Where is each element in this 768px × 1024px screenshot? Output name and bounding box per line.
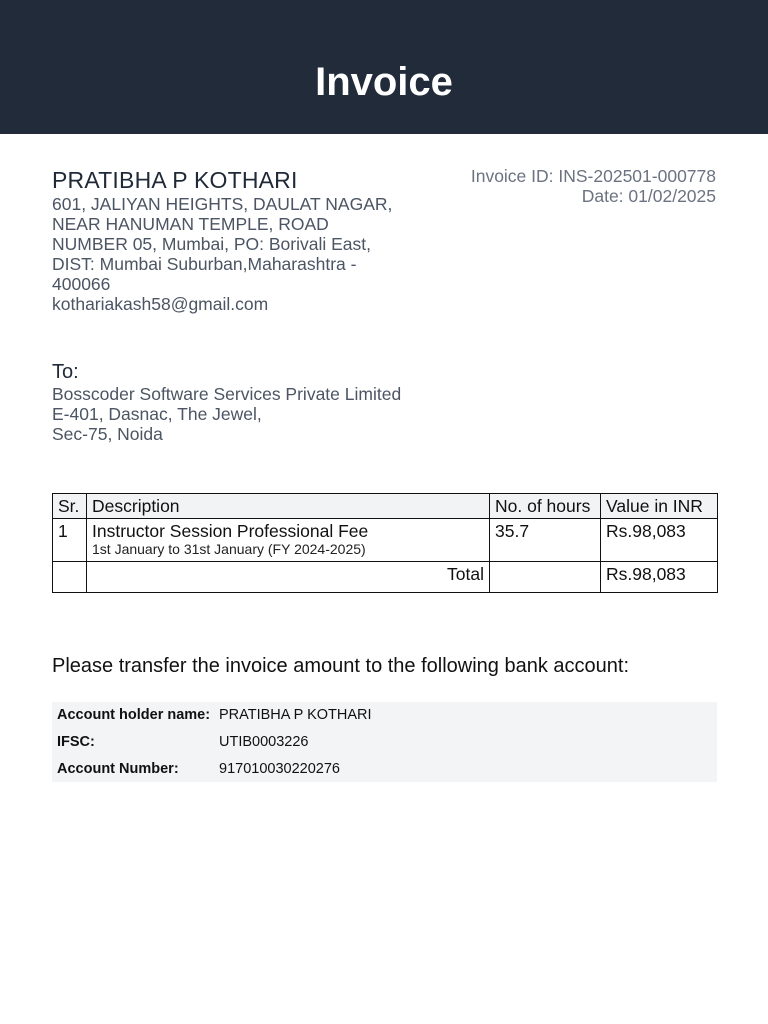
bank-holder-label: Account holder name: bbox=[57, 707, 211, 723]
invoice-id: Invoice ID: INS-202501-000778 bbox=[470, 166, 716, 186]
invoice-header-bar bbox=[0, 0, 768, 134]
total-row bbox=[53, 562, 718, 593]
item-description: Instructor Session Professional Fee bbox=[92, 521, 369, 541]
cell-hours: 35.7 bbox=[490, 519, 601, 562]
recipient-label: To: bbox=[52, 361, 79, 383]
bank-ifsc-label: IFSC: bbox=[57, 734, 95, 750]
recipient-line: Sec-75, Noida bbox=[52, 424, 163, 444]
bank-account-value: 917010030220276 bbox=[219, 761, 340, 777]
sender-block bbox=[52, 166, 397, 314]
bank-holder-value: PRATIBHA P KOTHARI bbox=[219, 707, 372, 723]
total-empty-cell bbox=[490, 562, 601, 593]
cell-sr: 1 bbox=[53, 519, 87, 562]
cell-value: Rs.98,083 bbox=[601, 519, 718, 562]
sender-address-line: NUMBER 05, Mumbai, PO: Borivali East, bbox=[52, 234, 371, 254]
recipient-block bbox=[52, 360, 401, 444]
invoice-date: Date: 01/02/2025 bbox=[581, 186, 716, 206]
header-description: Description bbox=[87, 494, 490, 519]
sender-address-line: 601, JALIYAN HEIGHTS, DAULAT NAGAR, bbox=[52, 194, 393, 214]
bank-account-row bbox=[57, 756, 340, 782]
bank-details-box bbox=[52, 702, 717, 782]
invoice-title: Invoice bbox=[315, 60, 453, 104]
header-hours: No. of hours bbox=[490, 494, 601, 519]
invoice-meta bbox=[471, 166, 716, 206]
sender-address-line: 400066 bbox=[52, 274, 111, 294]
bank-holder-row bbox=[57, 702, 372, 728]
bank-ifsc-value: UTIB0003226 bbox=[219, 734, 309, 750]
invoice-items-table bbox=[52, 493, 718, 593]
sender-address-line: DIST: Mumbai Suburban,Maharashtra - bbox=[52, 254, 357, 274]
bank-account-label: Account Number: bbox=[57, 761, 179, 777]
header-value: Value in INR bbox=[601, 494, 718, 519]
sender-email: kothariakash58@gmail.com bbox=[52, 294, 269, 314]
recipient-line: E-401, Dasnac, The Jewel, bbox=[52, 404, 262, 424]
item-period: 1st January to 31st January (FY 2024-2025) bbox=[92, 541, 366, 557]
bank-ifsc-row bbox=[57, 729, 308, 755]
total-empty-cell bbox=[53, 562, 87, 593]
total-value: Rs.98,083 bbox=[601, 562, 718, 593]
recipient-line: Bosscoder Software Services Private Limited bbox=[52, 384, 402, 404]
sender-address-line: NEAR HANUMAN TEMPLE, ROAD bbox=[52, 214, 329, 234]
total-label: Total bbox=[87, 562, 490, 593]
cell-description bbox=[87, 519, 490, 562]
table-header-row bbox=[53, 494, 718, 519]
header-sr: Sr. bbox=[53, 494, 87, 519]
sender-name: PRATIBHA P KOTHARI bbox=[52, 167, 298, 193]
table-row bbox=[53, 519, 718, 562]
bank-transfer-instruction: Please transfer the invoice amount to the following bank account: bbox=[52, 655, 630, 677]
